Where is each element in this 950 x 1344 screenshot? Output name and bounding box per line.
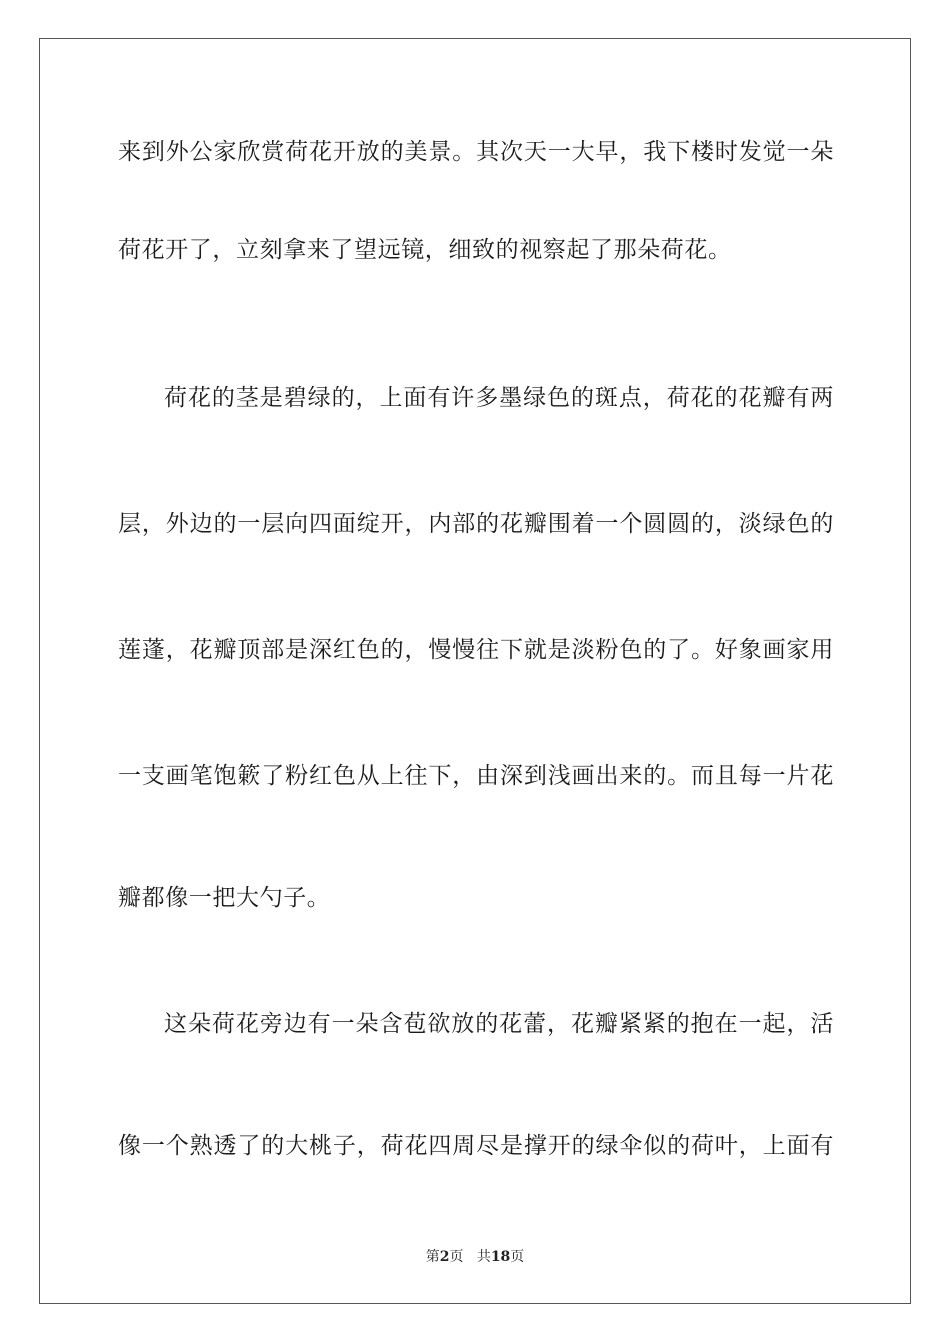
body-line-2: 荷花开了，立刻拿来了望远镜，细致的视察起了那朵荷花。 xyxy=(118,237,732,263)
footer-page-prefix: 第 xyxy=(425,1249,440,1265)
body-line-5: 莲蓬，花瓣顶部是深红色的，慢慢往下就是淡粉色的了。好象画家用 xyxy=(118,637,834,663)
footer-total-prefix: 共 xyxy=(476,1249,491,1265)
body-line-3: 荷花的茎是碧绿的，上面有许多墨绿色的斑点，荷花的花瓣有两 xyxy=(164,385,834,411)
body-line-1: 来到外公家欣赏荷花开放的美景。其次天一大早，我下楼时发觉一朵 xyxy=(118,139,834,165)
footer-total-pages: 18 xyxy=(490,1249,511,1265)
body-line-6: 一支画笔饱簌了粉红色从上往下，由深到浅画出来的。而且每一片花 xyxy=(118,763,834,789)
footer-total-suffix: 页 xyxy=(510,1249,525,1265)
body-line-8: 这朵荷花旁边有一朵含苞欲放的花蕾，花瓣紧紧的抱在一起，活 xyxy=(164,1011,834,1037)
footer-page-number: 2 xyxy=(439,1249,450,1265)
body-line-4: 层，外边的一层向四面绽开，内部的花瓣围着一个圆圆的，淡绿色的 xyxy=(118,511,834,537)
body-line-9: 像一个熟透了的大桃子，荷花四周尽是撑开的绿伞似的荷叶，上面有 xyxy=(118,1133,834,1159)
body-line-7: 瓣都像一把大勺子。 xyxy=(118,885,331,911)
page-footer xyxy=(0,1246,950,1266)
footer-page-suffix: 页 xyxy=(449,1249,464,1265)
page-border xyxy=(39,38,911,1304)
